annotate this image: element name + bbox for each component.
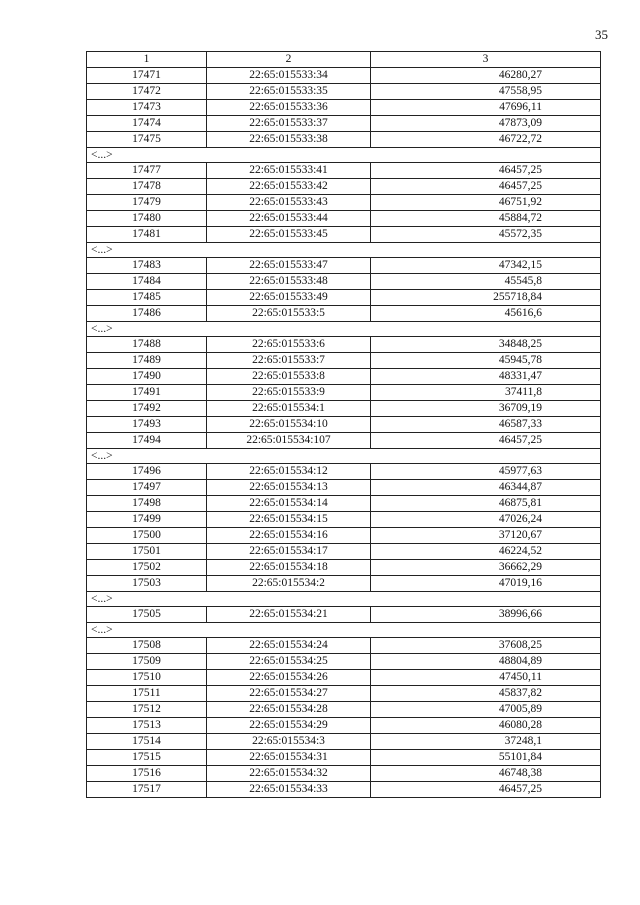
page-number: 35 — [595, 27, 608, 42]
row-number-cell: 17502 — [87, 560, 207, 576]
ellipsis-cell: <...> — [87, 243, 601, 258]
value-cell: 48804,89 — [371, 654, 601, 670]
value-cell: 36709,19 — [371, 401, 601, 417]
table-row — [87, 227, 601, 243]
table-header-row — [87, 52, 601, 68]
cadastral-number-cell: 22:65:015534:21 — [207, 607, 371, 623]
cadastral-number-cell: 22:65:015534:27 — [207, 686, 371, 702]
value-cell: 46457,25 — [371, 163, 601, 179]
cadastral-number-cell: 22:65:015533:6 — [207, 337, 371, 353]
cadastral-number-cell: 22:65:015534:1 — [207, 401, 371, 417]
table-row-ellipsis — [87, 592, 601, 607]
cadastral-number-cell: 22:65:015534:13 — [207, 480, 371, 496]
value-cell: 37248,1 — [371, 734, 601, 750]
value-cell: 45884,72 — [371, 211, 601, 227]
cadastral-number-cell: 22:65:015533:7 — [207, 353, 371, 369]
cadastral-number-cell: 22:65:015533:38 — [207, 132, 371, 148]
row-number-cell: 17493 — [87, 417, 207, 433]
row-number-cell: 17497 — [87, 480, 207, 496]
cadastral-number-cell: 22:65:015534:16 — [207, 528, 371, 544]
row-number-cell: 17479 — [87, 195, 207, 211]
row-number-cell: 17508 — [87, 638, 207, 654]
value-cell: 45945,78 — [371, 353, 601, 369]
value-cell: 47005,89 — [371, 702, 601, 718]
row-number-cell: 17496 — [87, 464, 207, 480]
table-row — [87, 607, 601, 623]
value-cell: 46457,25 — [371, 782, 601, 798]
table-row — [87, 734, 601, 750]
row-number-cell: 17486 — [87, 306, 207, 322]
cadastral-number-cell: 22:65:015533:5 — [207, 306, 371, 322]
value-cell: 48331,47 — [371, 369, 601, 385]
ellipsis-cell: <...> — [87, 592, 601, 607]
table-row — [87, 401, 601, 417]
table-row — [87, 750, 601, 766]
cadastral-number-cell: 22:65:015533:42 — [207, 179, 371, 195]
row-number-cell: 17515 — [87, 750, 207, 766]
table-row — [87, 464, 601, 480]
table-row-ellipsis — [87, 322, 601, 337]
row-number-cell: 17509 — [87, 654, 207, 670]
row-number-cell: 17490 — [87, 369, 207, 385]
row-number-cell: 17513 — [87, 718, 207, 734]
cadastral-number-cell: 22:65:015533:49 — [207, 290, 371, 306]
value-cell: 255718,84 — [371, 290, 601, 306]
row-number-cell: 17503 — [87, 576, 207, 592]
cadastral-number-cell: 22:65:015534:15 — [207, 512, 371, 528]
table-row — [87, 163, 601, 179]
ellipsis-cell: <...> — [87, 322, 601, 337]
row-number-cell: 17480 — [87, 211, 207, 227]
data-table — [86, 51, 601, 798]
table-row — [87, 385, 601, 401]
table-row — [87, 480, 601, 496]
cadastral-number-cell: 22:65:015534:29 — [207, 718, 371, 734]
value-cell: 47696,11 — [371, 100, 601, 116]
cadastral-number-cell: 22:65:015534:10 — [207, 417, 371, 433]
table-row — [87, 528, 601, 544]
cadastral-number-cell: 22:65:015534:26 — [207, 670, 371, 686]
table-row — [87, 306, 601, 322]
table-row-ellipsis — [87, 243, 601, 258]
row-number-cell: 17474 — [87, 116, 207, 132]
table-row-ellipsis — [87, 449, 601, 464]
cadastral-number-cell: 22:65:015534:14 — [207, 496, 371, 512]
value-cell: 45572,35 — [371, 227, 601, 243]
table-row-ellipsis — [87, 623, 601, 638]
column-header-2: 2 — [207, 52, 371, 68]
table-row — [87, 179, 601, 195]
row-number-cell: 17477 — [87, 163, 207, 179]
cadastral-number-cell: 22:65:015534:24 — [207, 638, 371, 654]
row-number-cell: 17485 — [87, 290, 207, 306]
value-cell: 55101,84 — [371, 750, 601, 766]
value-cell: 47019,16 — [371, 576, 601, 592]
cadastral-number-cell: 22:65:015534:28 — [207, 702, 371, 718]
row-number-cell: 17488 — [87, 337, 207, 353]
table-row — [87, 512, 601, 528]
table-row — [87, 686, 601, 702]
value-cell: 37120,67 — [371, 528, 601, 544]
cadastral-number-cell: 22:65:015533:45 — [207, 227, 371, 243]
value-cell: 45616,6 — [371, 306, 601, 322]
cadastral-number-cell: 22:65:015534:3 — [207, 734, 371, 750]
cadastral-number-cell: 22:65:015534:32 — [207, 766, 371, 782]
table-row — [87, 702, 601, 718]
cadastral-number-cell: 22:65:015533:41 — [207, 163, 371, 179]
value-cell: 36662,29 — [371, 560, 601, 576]
value-cell: 45837,82 — [371, 686, 601, 702]
table-row — [87, 560, 601, 576]
value-cell: 46224,52 — [371, 544, 601, 560]
cadastral-number-cell: 22:65:015533:44 — [207, 211, 371, 227]
value-cell: 46457,25 — [371, 433, 601, 449]
row-number-cell: 17472 — [87, 84, 207, 100]
row-number-cell: 17489 — [87, 353, 207, 369]
value-cell: 46587,33 — [371, 417, 601, 433]
table-row — [87, 337, 601, 353]
row-number-cell: 17492 — [87, 401, 207, 417]
table-row — [87, 417, 601, 433]
cadastral-number-cell: 22:65:015533:43 — [207, 195, 371, 211]
cadastral-number-cell: 22:65:015534:2 — [207, 576, 371, 592]
table-row — [87, 116, 601, 132]
row-number-cell: 17505 — [87, 607, 207, 623]
row-number-cell: 17475 — [87, 132, 207, 148]
cadastral-number-cell: 22:65:015534:31 — [207, 750, 371, 766]
value-cell: 37411,8 — [371, 385, 601, 401]
value-cell: 47873,09 — [371, 116, 601, 132]
row-number-cell: 17473 — [87, 100, 207, 116]
value-cell: 47450,11 — [371, 670, 601, 686]
ellipsis-cell: <...> — [87, 449, 601, 464]
row-number-cell: 17483 — [87, 258, 207, 274]
cadastral-number-cell: 22:65:015533:48 — [207, 274, 371, 290]
row-number-cell: 17481 — [87, 227, 207, 243]
table-row — [87, 353, 601, 369]
row-number-cell: 17491 — [87, 385, 207, 401]
value-cell: 47026,24 — [371, 512, 601, 528]
row-number-cell: 17501 — [87, 544, 207, 560]
cadastral-number-cell: 22:65:015534:25 — [207, 654, 371, 670]
table-row — [87, 433, 601, 449]
value-cell: 47558,95 — [371, 84, 601, 100]
cadastral-number-cell: 22:65:015534:12 — [207, 464, 371, 480]
row-number-cell: 17514 — [87, 734, 207, 750]
ellipsis-cell: <...> — [87, 623, 601, 638]
value-cell: 46344,87 — [371, 480, 601, 496]
table-row — [87, 670, 601, 686]
cadastral-number-cell: 22:65:015533:36 — [207, 100, 371, 116]
row-number-cell: 17494 — [87, 433, 207, 449]
row-number-cell: 17500 — [87, 528, 207, 544]
value-cell: 46457,25 — [371, 179, 601, 195]
table-row — [87, 369, 601, 385]
cadastral-number-cell: 22:65:015534:33 — [207, 782, 371, 798]
cadastral-number-cell: 22:65:015534:107 — [207, 433, 371, 449]
value-cell: 37608,25 — [371, 638, 601, 654]
value-cell: 46748,38 — [371, 766, 601, 782]
row-number-cell: 17471 — [87, 68, 207, 84]
cadastral-number-cell: 22:65:015533:8 — [207, 369, 371, 385]
row-number-cell: 17511 — [87, 686, 207, 702]
value-cell: 46280,27 — [371, 68, 601, 84]
column-header-1: 1 — [87, 52, 207, 68]
cadastral-number-cell: 22:65:015534:17 — [207, 544, 371, 560]
table-row — [87, 274, 601, 290]
value-cell: 45977,63 — [371, 464, 601, 480]
table-row — [87, 290, 601, 306]
cadastral-number-cell: 22:65:015533:35 — [207, 84, 371, 100]
row-number-cell: 17516 — [87, 766, 207, 782]
value-cell: 34848,25 — [371, 337, 601, 353]
table-body — [87, 68, 601, 798]
table-row — [87, 576, 601, 592]
value-cell: 46080,28 — [371, 718, 601, 734]
row-number-cell: 17517 — [87, 782, 207, 798]
value-cell: 47342,15 — [371, 258, 601, 274]
table-row — [87, 100, 601, 116]
value-cell: 38996,66 — [371, 607, 601, 623]
table-row — [87, 544, 601, 560]
cadastral-number-cell: 22:65:015533:37 — [207, 116, 371, 132]
table-row — [87, 654, 601, 670]
row-number-cell: 17512 — [87, 702, 207, 718]
row-number-cell: 17478 — [87, 179, 207, 195]
table-row — [87, 195, 601, 211]
value-cell: 46751,92 — [371, 195, 601, 211]
table-row — [87, 258, 601, 274]
cadastral-number-cell: 22:65:015533:47 — [207, 258, 371, 274]
value-cell: 45545,8 — [371, 274, 601, 290]
table-row — [87, 766, 601, 782]
row-number-cell: 17498 — [87, 496, 207, 512]
table-row — [87, 84, 601, 100]
table-row — [87, 211, 601, 227]
ellipsis-cell: <...> — [87, 148, 601, 163]
row-number-cell: 17484 — [87, 274, 207, 290]
cadastral-number-cell: 22:65:015533:34 — [207, 68, 371, 84]
table-row — [87, 638, 601, 654]
column-header-3: 3 — [371, 52, 601, 68]
table-row-ellipsis — [87, 148, 601, 163]
value-cell: 46722,72 — [371, 132, 601, 148]
table-row — [87, 718, 601, 734]
table-row — [87, 496, 601, 512]
table-row — [87, 132, 601, 148]
cadastral-number-cell: 22:65:015534:18 — [207, 560, 371, 576]
row-number-cell: 17510 — [87, 670, 207, 686]
table-row — [87, 782, 601, 798]
value-cell: 46875,81 — [371, 496, 601, 512]
row-number-cell: 17499 — [87, 512, 207, 528]
cadastral-number-cell: 22:65:015533:9 — [207, 385, 371, 401]
table-row — [87, 68, 601, 84]
